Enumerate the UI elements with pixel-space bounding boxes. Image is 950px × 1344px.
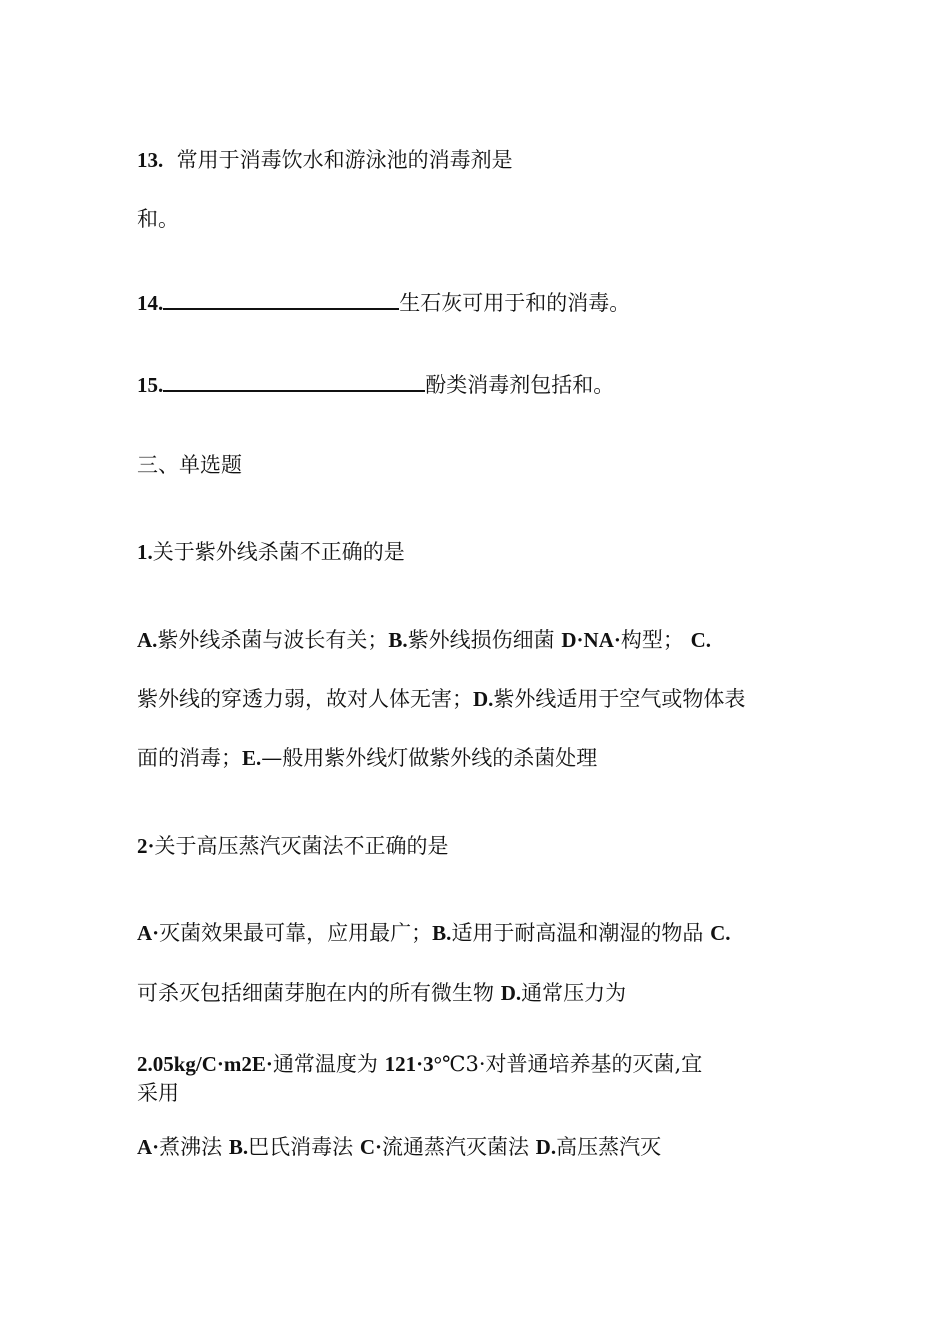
option-text: —般用紫外线灯做紫外线的杀菌处理 <box>261 746 598 770</box>
mc-question-2-options-line-2 <box>137 978 626 1008</box>
mc-question-1-options-line-1 <box>137 625 711 655</box>
option-text: D·NA· <box>561 628 621 652</box>
option-label: E. <box>242 746 262 770</box>
option-label: A. <box>137 628 158 652</box>
mc-question-2-options-line-4 <box>137 1078 179 1108</box>
option-text: 煮沸法 <box>159 1135 223 1159</box>
option-text: 121·3° <box>384 1052 443 1076</box>
option-label: B. <box>432 921 452 945</box>
question-13-continuation <box>137 204 179 234</box>
option-label: C. <box>690 628 711 652</box>
option-text: 灭菌效果最可靠，应用最广； <box>159 921 433 945</box>
question-text: 酚类消毒剂包括和。 <box>425 373 615 397</box>
option-text: 通常压力为 <box>521 981 627 1005</box>
question-15 <box>137 370 614 400</box>
question-text: 关于高压蒸汽灭菌法不正确的是 <box>154 834 449 858</box>
option-label: C· <box>359 1135 382 1159</box>
option-label: A· <box>137 1135 160 1159</box>
option-text: 可杀灭包括细菌芽胞在内的所有微生物 <box>137 981 494 1005</box>
option-text: 流通蒸汽灭菌法 <box>381 1135 529 1159</box>
option-text: 2.05kg/C·m2E· <box>137 1052 273 1076</box>
question-number: 14. <box>137 291 164 315</box>
mc-question-2-options-line-3 <box>137 1049 702 1079</box>
question-number: 2· <box>137 834 155 858</box>
option-text: 适用于耐高温和潮湿的物品 <box>451 921 704 945</box>
question-text: 常用于消毒饮水和游泳池的消毒剂是 <box>176 148 513 172</box>
option-text: ℃3·对普通培养基的灭菌,宜 <box>442 1052 703 1076</box>
answer-blank <box>163 288 399 310</box>
question-number: 13. <box>137 148 164 172</box>
question-number: 15. <box>137 373 164 397</box>
question-14 <box>137 288 630 318</box>
option-label: D. <box>500 981 522 1005</box>
option-text: 高压蒸汽灭 <box>556 1135 662 1159</box>
option-text: 紫外线损伤细菌 <box>407 628 555 652</box>
question-13 <box>137 145 513 175</box>
mc-question-3-options <box>137 1132 661 1162</box>
option-text: 面的消毒； <box>137 746 242 770</box>
mc-question-2-stem <box>137 831 449 861</box>
option-text: 紫外线适用于空气或物体表 <box>493 687 746 711</box>
option-text: 巴氏消毒法 <box>248 1135 354 1159</box>
option-label: B. <box>388 628 408 652</box>
mc-question-1-options-line-2 <box>137 684 745 714</box>
question-text: 生石灰可用于和的消毒。 <box>399 291 631 315</box>
mc-question-1-stem <box>137 537 405 567</box>
option-label: D. <box>535 1135 557 1159</box>
option-text: 紫外线的穿透力弱，故对人体无害； <box>137 687 473 711</box>
question-text: 关于紫外线杀菌不正确的是 <box>152 540 405 564</box>
mc-question-1-options-line-3 <box>137 743 597 773</box>
option-text: 采用 <box>137 1081 179 1105</box>
option-text: 通常温度为 <box>272 1052 378 1076</box>
section-heading: 三、单选题 <box>137 453 242 477</box>
option-label: C. <box>710 921 731 945</box>
option-text: 紫外线杀菌与波长有关； <box>157 628 389 652</box>
question-text: 和。 <box>137 207 179 231</box>
answer-blank <box>163 370 425 392</box>
option-text: 构型； <box>620 628 684 652</box>
option-label: A· <box>137 921 160 945</box>
option-label: B. <box>228 1135 249 1159</box>
question-number: 1. <box>137 540 153 564</box>
option-label: D. <box>473 687 494 711</box>
mc-question-2-options-line-1 <box>137 918 731 948</box>
